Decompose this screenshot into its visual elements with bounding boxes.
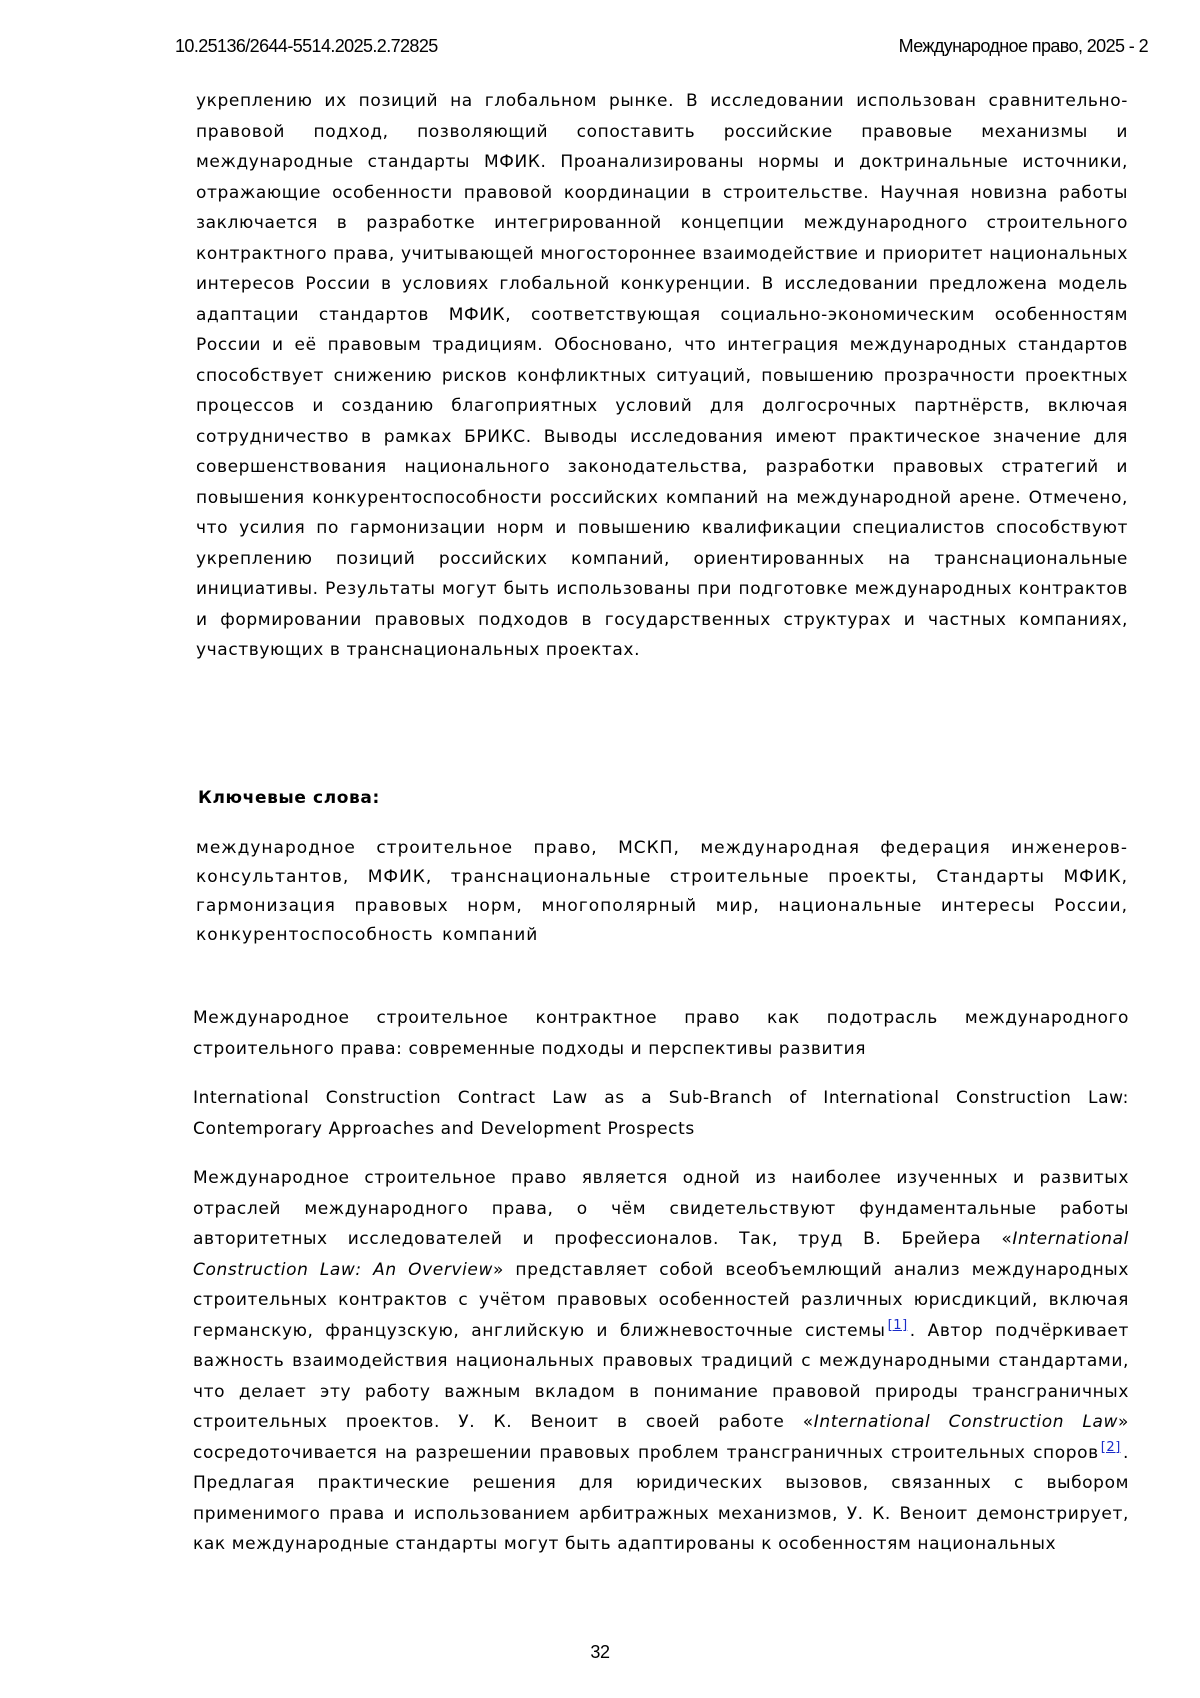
journal-title: Международное право, 2025 - 2	[898, 36, 1148, 56]
footnote-link-2[interactable]: [2]	[1100, 1439, 1121, 1455]
keywords-list: международное строительное право, МСКП, международная федерация инженеров-консультантов, МФИК, транснациональные строительные проекты, Стандарты МФИК, гармонизация правовых норм, многополярный мир, национальные интересы России, конкурентоспособность компаний	[196, 838, 1128, 945]
abstract-text: укреплению их позиций на глобальном рынке. В исследовании использован сравнительно-правовой подход, позволяющий сопоставить российские правовые механизмы и международные стандарты МФИК. Проанализированы нормы и доктринальные источники, отражающие особенности правовой координации в строительстве. Научная новизна работы заключается в разработке интегрированной концепции международного строительного контрактного права, учитывающей многостороннее взаимодействие и приоритет национальных интересов России в условиях глобальной конкуренции. В исследовании предложена модель адаптации стандартов МФИК, соответствующая социально-экономическим особенностям России и её правовым традициям. Обосновано, что интеграция международных стандартов способствует снижению рисков конфликтных ситуаций, повышению прозрачности проектных процессов и созданию благоприятных условий для долгосрочных партнёрств, включая сотрудничество в рамках БРИКС. Выводы исследования имеют практическое значение для совершенствования национального законодательства, разработки правовых стратегий и повышения конкурентоспособности российских компаний на международной арене. Отмечено, что усилия по гармонизации норм и повышению квалификации специалистов способствуют укреплению позиций российских компаний, ориентированных на транснациональные инициативы. Результаты могут быть использованы при подготовке международных контрактов и формировании правовых подходов в государственных структурах и частных компаниях, участвующих в транснациональных проектах.	[196, 91, 1128, 660]
page-number: 32	[590, 1642, 610, 1662]
main-text-part: . Предлагая практические решения для юридических вызовов, связанных с выбором применимого права и использованием арбитражных механизмов, У. К. Веноит демонстрирует, как международные стандарты могут быть адаптированы к особенностям национальных	[193, 1442, 1129, 1554]
doi-text: 10.25136/2644-5514.2025.2.72825	[175, 36, 438, 56]
main-text-part: . Автор подчёркивает важность взаимодействия национальных правовых традиций с международными стандартами, что делает эту работу важным вкладом в понимание правовой природы трансграничных строительных проектов. У. К. Веноит в своей работе «	[193, 1320, 1129, 1432]
main-text-part: » представляет собой всеобъемлющий анализ международных строительных контрактов с учётом правовых особенностей различных юрисдикций, включая германскую, французскую, английскую и ближневосточные системы	[193, 1259, 1129, 1341]
section-title-ru: Международное строительное контрактное право как подотрасль международного строительного права: современные подходы и перспективы развития	[193, 1008, 1129, 1059]
cited-title-italic: International Construction Law	[813, 1412, 1118, 1432]
cited-title-italic: International Construction Law: An Overview	[193, 1229, 1129, 1280]
main-paragraph	[193, 1163, 1129, 1560]
footnote-link-1[interactable]: [1]	[887, 1317, 908, 1333]
section-title-en: International Construction Contract Law as a Sub-Branch of International Construction Law: Contemporary Approaches and Development Prospects	[193, 1088, 1129, 1139]
page-header	[175, 36, 1148, 60]
main-text-part: Международное строительное право является одной из наиболее изученных и развитых отраслей международного права, о чём свидетельствуют фундаментальные работы авторитетных исследователей и профессионалов. Так, труд В. Брейера «	[193, 1168, 1129, 1249]
keywords-heading: Ключевые слова:	[198, 788, 380, 808]
main-text-part: » сосредоточивается на разрешении правовых проблем трансграничных строительных споров	[193, 1412, 1130, 1463]
